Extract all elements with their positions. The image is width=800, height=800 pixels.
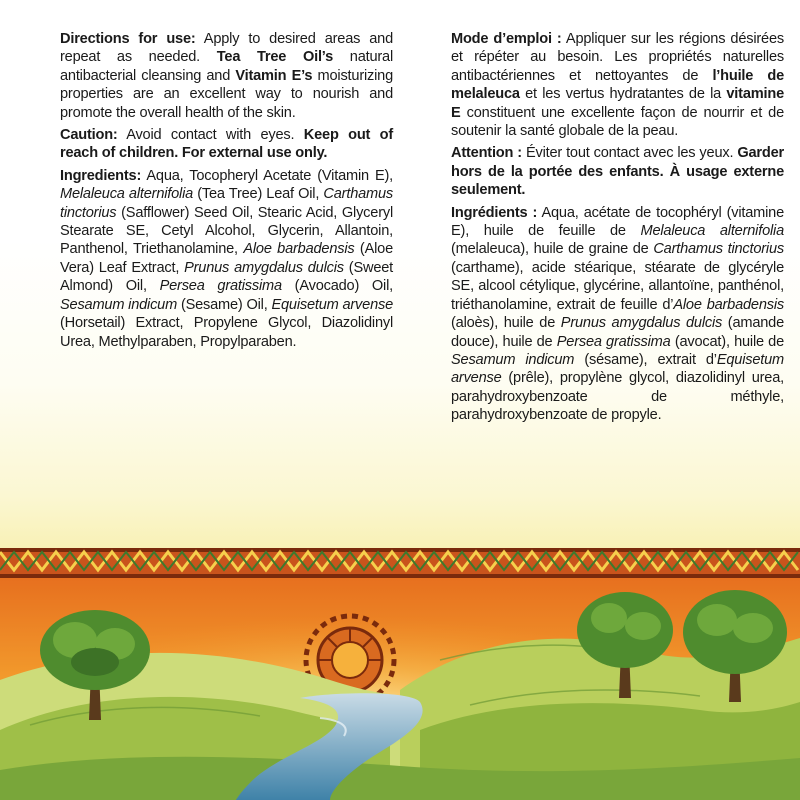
attention-heading: Attention : bbox=[451, 145, 522, 162]
ingredient-text: (Avocado) Oil, bbox=[281, 278, 393, 295]
ingredients-fr-paragraph bbox=[451, 204, 784, 425]
ingredient-text: (Horsetail) Extract, Propylene Glycol, Diazolidinyl Urea, Methylparaben, Propylparaben. bbox=[60, 315, 393, 350]
ingredients-fr-heading: Ingrédients : bbox=[451, 204, 538, 221]
ingredient-text: (Aloe Vera) Leaf Extract, bbox=[60, 241, 393, 276]
caution-paragraph bbox=[60, 126, 393, 163]
ingredient-latin-name: Equisetum arvense bbox=[451, 351, 784, 387]
ingredient-latin-name: Prunus amygdalus dulcis bbox=[560, 315, 723, 332]
ingredient-latin-name: Carthamus tinctorius bbox=[60, 186, 393, 221]
caution-text: Avoid contact with eyes. bbox=[117, 127, 304, 144]
mode-text-2: et les vertus hydratantes de la bbox=[519, 86, 727, 103]
ingredient-text: (carthame), acide stéarique, stéarate de glycéryle SE, alcool cétylique, glycérine, allantoïne, panthénol, triéthanolamine, extrait de feuille d’ bbox=[451, 259, 784, 313]
ingredient-latin-name: Aloe barbadensis bbox=[673, 296, 785, 313]
decorative-border-band bbox=[0, 548, 800, 578]
ingredient-latin-name: Persea gratissima bbox=[159, 278, 282, 295]
ingredient-text: (amande douce), huile de bbox=[451, 315, 784, 350]
ingredient-text: (Tea Tree) Leaf Oil, bbox=[193, 186, 324, 203]
ingredients-paragraph bbox=[60, 167, 393, 351]
attention-text: Éviter tout contact avec les yeux. bbox=[521, 145, 738, 162]
ingredient-text: Aqua, Tocopheryl Acetate (Vitamin E), bbox=[141, 167, 393, 184]
ingredient-text: (aloès), huile de bbox=[451, 315, 561, 332]
vitamin-e-label: Vitamin E’s bbox=[235, 67, 313, 84]
landscape-illustration bbox=[0, 530, 800, 800]
ingredient-text: (sésame), extrait d’ bbox=[574, 351, 717, 368]
ingredient-text: (Sesame) Oil, bbox=[177, 296, 272, 313]
ingredient-text: (Sweet Almond) Oil, bbox=[60, 259, 394, 295]
directions-text-1: Apply to desired areas and repeat as needed. bbox=[60, 31, 394, 66]
caution-warning: Keep out of reach of children. For external use only. bbox=[60, 127, 393, 162]
ingredient-text: (Safflower) Seed Oil, Stearic Acid, Glyceryl Stearate SE, Cetyl Alcohol, Glycerin, Allantoin, Panthenol, Triethanolamine, bbox=[60, 204, 393, 258]
ingredient-latin-name: Melaleuca alternifolia bbox=[640, 223, 784, 240]
ingredient-latin-name: Melaleuca alternifolia bbox=[60, 186, 194, 203]
ingredient-latin-name: Persea gratissima bbox=[556, 333, 671, 350]
ingredients-heading: Ingredients: bbox=[60, 167, 142, 184]
huile-melaleuca-label: l’huile de melaleuca bbox=[451, 67, 784, 103]
attention-warning: Garder hors de la portée des enfants. À usage externe seulement. bbox=[451, 145, 784, 199]
ingredient-latin-name: Carthamus tinctorius bbox=[653, 241, 784, 258]
label-text-block bbox=[60, 30, 784, 505]
caution-heading: Caution: bbox=[60, 127, 118, 144]
ingredient-latin-name: Aloe barbadensis bbox=[243, 241, 355, 258]
directions-text-3: moisturizing properties are an excellent way to nourish and promote the overall health of the skin. bbox=[60, 67, 394, 121]
ingredient-latin-name: Sesamum indicum bbox=[60, 296, 178, 313]
directions-text-2: natural antibacterial cleansing and bbox=[60, 49, 394, 84]
attention-paragraph bbox=[451, 144, 784, 199]
mode-emploi-heading: Mode d’emploi : bbox=[451, 31, 562, 47]
ingredient-text: (melaleuca), huile de graine de bbox=[451, 241, 654, 258]
mode-emploi-paragraph bbox=[451, 30, 784, 140]
mode-text-1: Appliquer sur les régions désirées et répéter au besoin. Les propriétés naturelles antibactériennes et nettoyantes de bbox=[451, 31, 784, 84]
tea-tree-oil-label: Tea Tree Oil’s bbox=[216, 49, 334, 66]
english-column bbox=[60, 30, 393, 505]
directions-paragraph bbox=[60, 30, 393, 122]
ingredient-latin-name: Prunus amygdalus dulcis bbox=[184, 259, 344, 276]
directions-heading: Directions for use: bbox=[60, 31, 196, 47]
ingredient-text: (prêle), propylène glycol, diazolidinyl urea, parahydroxybenzoate de méthyle, parahydroxybenzoate de propyle. bbox=[451, 370, 784, 424]
ingredient-text: Aqua, acétate de tocophéryl (vitamine E), huile de feuille de bbox=[451, 204, 784, 240]
french-column bbox=[451, 30, 784, 505]
ingredient-latin-name: Equisetum arvense bbox=[271, 296, 393, 313]
vitamine-e-label: vitamine E bbox=[451, 86, 784, 121]
ingredient-text: (avocat), huile de bbox=[670, 333, 784, 350]
ingredient-latin-name: Sesamum indicum bbox=[451, 351, 575, 368]
mode-text-3: constituent une excellente façon de nourrir et de soutenir la santé globale de la peau. bbox=[451, 104, 784, 140]
